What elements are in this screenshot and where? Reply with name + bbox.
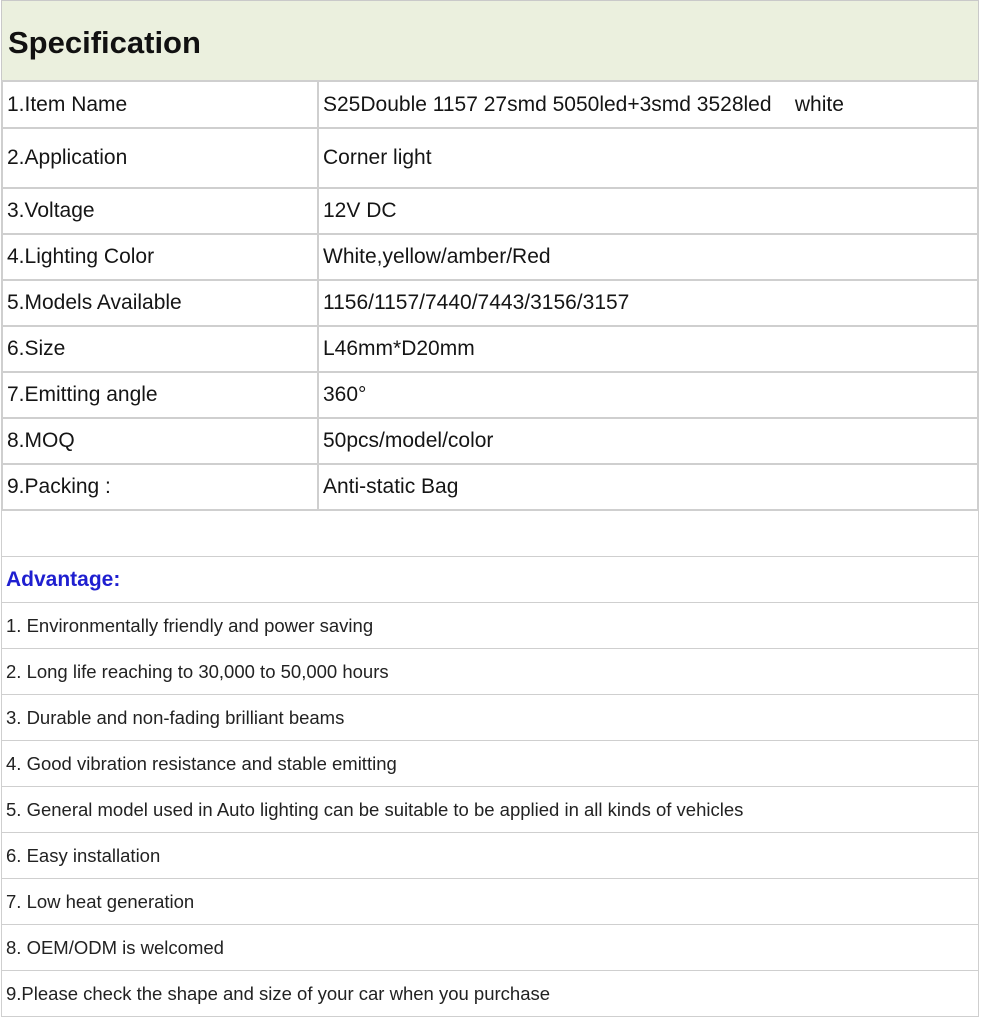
- advantage-item: 5. General model used in Auto lighting can be suitable to be applied in all kinds of vehicles: [1, 787, 979, 833]
- advantage-heading: Advantage:: [1, 557, 979, 603]
- spec-row: [2, 326, 978, 372]
- spec-sheet: [1, 0, 979, 1017]
- advantage-item: 8. OEM/ODM is welcomed: [1, 925, 979, 971]
- spec-label: 6.Size: [2, 326, 318, 372]
- spec-row: [2, 280, 978, 326]
- advantage-item: 3. Durable and non-fading brilliant beams: [1, 695, 979, 741]
- advantage-item: 9.Please check the shape and size of your car when you purchase: [1, 971, 979, 1017]
- spec-label: 4.Lighting Color: [2, 234, 318, 280]
- advantage-item: 6. Easy installation: [1, 833, 979, 879]
- spec-row: [2, 128, 978, 188]
- spec-value: Anti-static Bag: [318, 464, 978, 510]
- advantage-item: 4. Good vibration resistance and stable emitting: [1, 741, 979, 787]
- spec-value: White,yellow/amber/Red: [318, 234, 978, 280]
- spec-label: 7.Emitting angle: [2, 372, 318, 418]
- spec-value: L46mm*D20mm: [318, 326, 978, 372]
- spec-row: [2, 81, 978, 128]
- spec-label: 1.Item Name: [2, 81, 318, 128]
- page-title: Specification: [8, 24, 201, 60]
- spec-value: 50pcs/model/color: [318, 418, 978, 464]
- spec-value: Corner light: [318, 128, 978, 188]
- spec-label: 3.Voltage: [2, 188, 318, 234]
- spec-label: 8.MOQ: [2, 418, 318, 464]
- spec-row: [2, 234, 978, 280]
- spec-value: S25Double 1157 27smd 5050led+3smd 3528led white: [318, 81, 978, 128]
- spec-value: 1156/1157/7440/7443/3156/3157: [318, 280, 978, 326]
- spec-row: [2, 372, 978, 418]
- spec-row: [2, 418, 978, 464]
- spec-row: [2, 464, 978, 510]
- advantage-item: 2. Long life reaching to 30,000 to 50,000 hours: [1, 649, 979, 695]
- spec-value: 360°: [318, 372, 978, 418]
- spec-label: 5.Models Available: [2, 280, 318, 326]
- spec-value: 12V DC: [318, 188, 978, 234]
- spec-label: 2.Application: [2, 128, 318, 188]
- advantage-item: 7. Low heat generation: [1, 879, 979, 925]
- spec-table: [1, 80, 979, 511]
- title-banner: [1, 0, 979, 80]
- spec-row: [2, 188, 978, 234]
- blank-row: [1, 511, 979, 557]
- advantage-item: 1. Environmentally friendly and power saving: [1, 603, 979, 649]
- spec-label: 9.Packing :: [2, 464, 318, 510]
